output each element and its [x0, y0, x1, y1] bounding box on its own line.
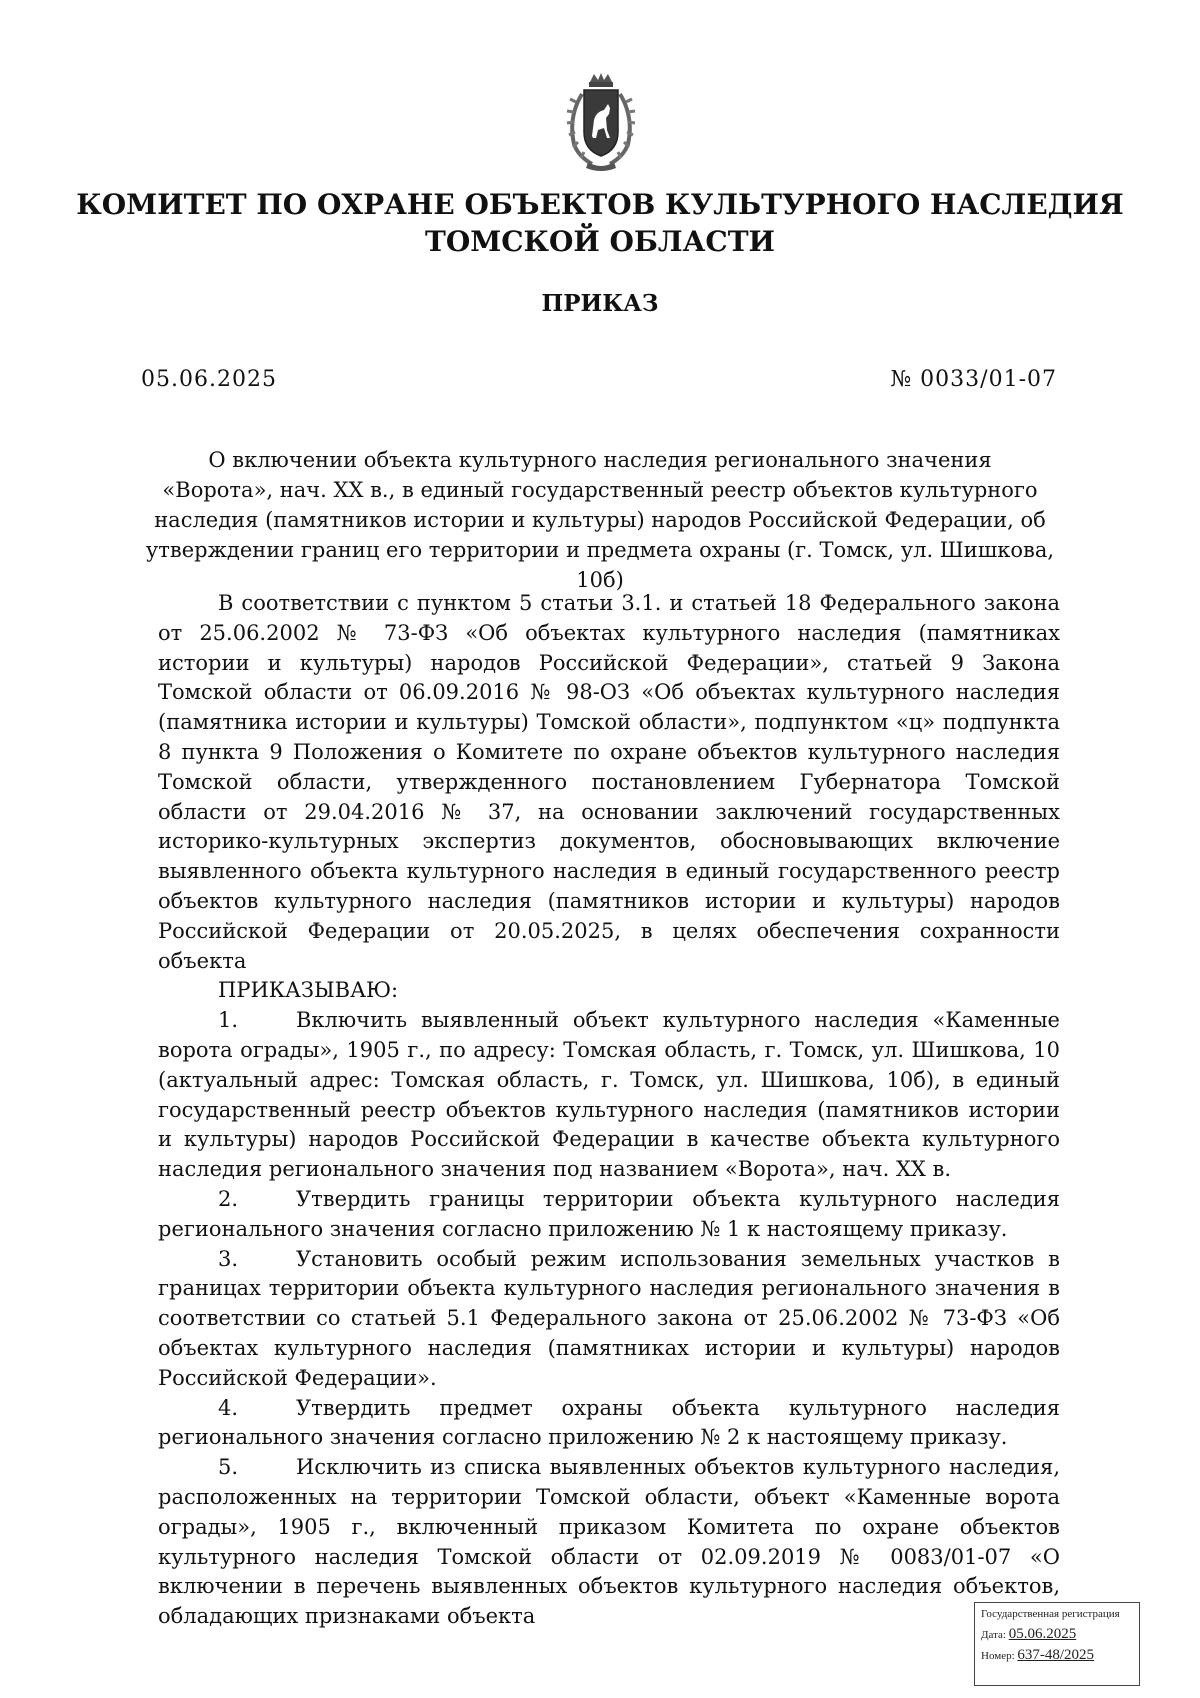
subject-line: утверждении границ его территории и предмета охраны (г. Томск, ул. Шишкова, 10б) [145, 538, 1055, 592]
registration-date-value: 05.06.2025 [1008, 1626, 1077, 1642]
registration-number-value: 637-48/2025 [1017, 1647, 1095, 1663]
registration-date-label: Дата: [981, 1629, 1006, 1641]
document-number: № 0033/01-07 [890, 367, 1057, 392]
registration-number-row [981, 1647, 1133, 1664]
item-number: 2. [218, 1186, 239, 1211]
organization-title-line2: ТОМСКОЙ ОБЛАСТИ [424, 225, 776, 258]
order-item-5 [158, 1453, 1060, 1632]
organization-title [0, 186, 1200, 260]
item-text: Включить выявленный объект культурного наследия «Каменные ворота ограды», 1905 г., по адресу: Томская область, г. Томск, ул. Шишкова, 10 (актуальный адрес: Томская область, г. Томск, ул. Шишкова, 10б), в единый государственный реестр объектов культурного наследия (памятников истории и культуры) народов Российской Федерации в качестве объекта культурного наследия регионального значения под названием «Ворота», нач. XX в. [158, 1008, 1060, 1182]
registration-title: Государственная регистрация [981, 1608, 1120, 1620]
document-body [158, 589, 1060, 1632]
item-number: 3. [218, 1246, 239, 1271]
registration-date-row [981, 1626, 1133, 1643]
order-item-3 [158, 1245, 1060, 1394]
organization-title-line1: КОМИТЕТ ПО ОХРАНЕ ОБЪЕКТОВ КУЛЬТУРНОГО НАСЛЕДИЯ [76, 188, 1124, 221]
document-subject [140, 445, 1060, 595]
order-item-4 [158, 1394, 1060, 1454]
document-date: 05.06.2025 [141, 367, 277, 392]
registration-stamp [974, 1602, 1140, 1686]
order-item-2 [158, 1185, 1060, 1245]
order-word: ПРИКАЗЫВАЮ: [218, 978, 399, 1003]
tomsk-coat-of-arms-icon [562, 72, 640, 174]
item-text: Утвердить границы территории объекта культурного наследия регионального значения согласно приложению № 1 к настоящему приказу. [158, 1186, 1060, 1241]
item-number: 4. [218, 1395, 239, 1420]
preamble-paragraph: В соответствии с пунктом 5 статьи 3.1. и статьей 18 Федерального закона от 25.06.2002 № 73-ФЗ «Об объектах культурного наследия (памятниках истории и культуры) народов Российской Федерации», статьей 9 Закона Томской области от 06.09.2016 № 98-ОЗ «Об объектах культурного наследия (памятника истории и культуры) Томской области», подпунктом «ц» подпункта 8 пункта 9 Положения о Комитете по охране объектов культурного наследия Томской области, утвержденного постановлением Губернатора Томской области от 29.04.2016 № 37, на основании заключений государственных историко-культурных экспертиз документов, обосновывающих включение выявленного объекта культурного наследия в единый государственного реестр объектов культурного наследия (памятников истории и культуры) народов Российской Федерации от 20.05.2025, в целях обеспечения сохранности объекта [158, 591, 1060, 973]
item-text: Исключить из списка выявленных объектов культурного наследия, расположенных на территории Томской области, объект «Каменные ворота ограды», 1905 г., включенный приказом Комитета по охране объектов культурного наследия Томской области от 02.09.2019 № 0083/01-07 «О включении в перечень выявленных объектов культурного наследия объектов, обладающих признаками объекта [158, 1455, 1060, 1629]
registration-number-label: Номер: [981, 1650, 1015, 1662]
subject-line: «Ворота», нач. XX в., в единый государственный реестр объектов культурного [162, 478, 1038, 502]
item-number: 1. [218, 1008, 239, 1033]
item-text: Установить особый режим использования земельных участков в границах территории объекта культурного наследия регионального значения в соответствии со статьей 5.1 Федерального закона от 25.06.2002 № 73-ФЗ «Об объектах культурного наследия (памятниках истории и культуры) народов Российской Федерации». [158, 1246, 1060, 1390]
item-number: 5. [218, 1455, 239, 1480]
order-item-1 [158, 1006, 1060, 1185]
document-type: ПРИКАЗ [541, 290, 659, 317]
item-text: Утвердить предмет охраны объекта культурного наследия регионального значения согласно приложению № 2 к настоящему приказу. [158, 1395, 1060, 1450]
subject-line: наследия (памятников истории и культуры) народов Российской Федерации, об [154, 508, 1046, 532]
subject-line: О включении объекта культурного наследия регионального значения [208, 448, 992, 472]
